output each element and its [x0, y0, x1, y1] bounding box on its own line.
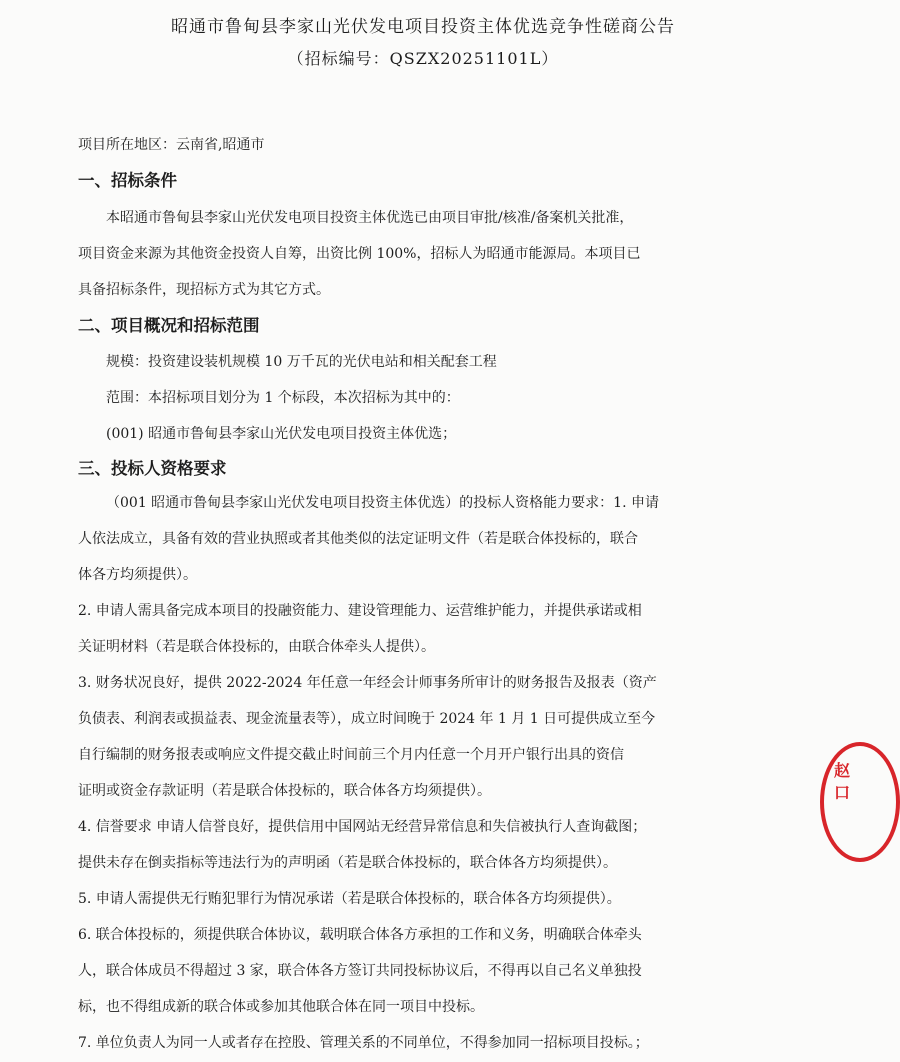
- seal-text: 赵 口: [834, 761, 851, 802]
- section-1-line: 项目资金来源为其他资金投资人自筹，出资比例 100%，招标人为昭通市能源局。本项目已: [78, 246, 641, 262]
- section-heading-3: 三、投标人资格要求: [78, 459, 227, 478]
- section-3-line: 提供未存在倒卖指标等违法行为的声明函（若是联合体投标的，联合体各方均须提供）。: [78, 855, 617, 871]
- section-2-line: 范围：本招标项目划分为 1 个标段，本次招标为其中的：: [106, 390, 460, 406]
- section-2-line: 规模：投资建设装机规模 10 万千瓦的光伏电站和相关配套工程: [106, 354, 497, 370]
- section-heading-1: 一、招标条件: [78, 171, 177, 190]
- section-3-line: 标，也不得组成新的联合体或参加其他联合体在同一项目中投标。: [78, 999, 484, 1015]
- document-title: 昭通市鲁甸县李家山光伏发电项目投资主体优选竞争性磋商公告: [171, 17, 675, 37]
- section-3-line: 5. 申请人需提供无行贿犯罪行为情况承诺（若是联合体投标的，联合体各方均须提供）。: [78, 891, 621, 907]
- section-2-line: (001) 昭通市鲁甸县李家山光伏发电项目投资主体优选；: [106, 426, 457, 442]
- section-3-line: （001 昭通市鲁甸县李家山光伏发电项目投资主体优选）的投标人资格能力要求：1. 申请: [106, 495, 659, 511]
- section-3-line: 4. 信誉要求 申请人信誉良好，提供信用中国网站无经营异常信息和失信被执行人查询截图；: [78, 819, 647, 835]
- section-3-line: 证明或资金存款证明（若是联合体投标的，联合体各方均须提供）。: [78, 783, 491, 799]
- section-3-line: 7. 单位负责人为同一人或者存在控股、管理关系的不同单位，不得参加同一招标项目投标。；: [78, 1035, 649, 1051]
- section-3-line: 人，联合体成员不得超过 3 家，联合体各方签订共同投标协议后，不得再以自己名义单独投: [78, 963, 642, 979]
- official-seal-stamp: [820, 742, 900, 862]
- section-3-line: 关证明材料（若是联合体投标的，由联合体牵头人提供）。: [78, 639, 435, 655]
- tender-number: （招标编号：QSZX20251101L）: [287, 49, 559, 68]
- section-1-line: 本昭通市鲁甸县李家山光伏发电项目投资主体优选已由项目审批/核准/备案机关批准，: [106, 210, 634, 226]
- section-1-line: 具备招标条件，现招标方式为其它方式。: [78, 282, 330, 298]
- project-location: 项目所在地区：云南省,昭通市: [78, 137, 265, 153]
- section-3-line: 人依法成立，具备有效的营业执照或者其他类似的法定证明文件（若是联合体投标的，联合: [78, 531, 638, 547]
- section-3-line: 体各方均须提供）。: [78, 567, 197, 583]
- section-heading-2: 二、项目概况和招标范围: [78, 316, 260, 335]
- section-3-line: 6. 联合体投标的，须提供联合体协议，载明联合体各方承担的工作和义务，明确联合体牵头: [78, 927, 642, 943]
- section-3-line: 负债表、利润表或损益表、现金流量表等），成立时间晚于 2024 年 1 月 1 日可提供成立至今: [78, 711, 656, 727]
- section-3-line: 2. 申请人需具备完成本项目的投融资能力、建设管理能力、运营维护能力，并提供承诺或相: [78, 603, 642, 619]
- section-3-line: 3. 财务状况良好，提供 2022-2024 年任意一年经会计师事务所审计的财务报告及报表（资产: [78, 675, 657, 691]
- section-3-line: 自行编制的财务报表或响应文件提交截止时间前三个月内任意一个月开户银行出具的资信: [78, 747, 624, 763]
